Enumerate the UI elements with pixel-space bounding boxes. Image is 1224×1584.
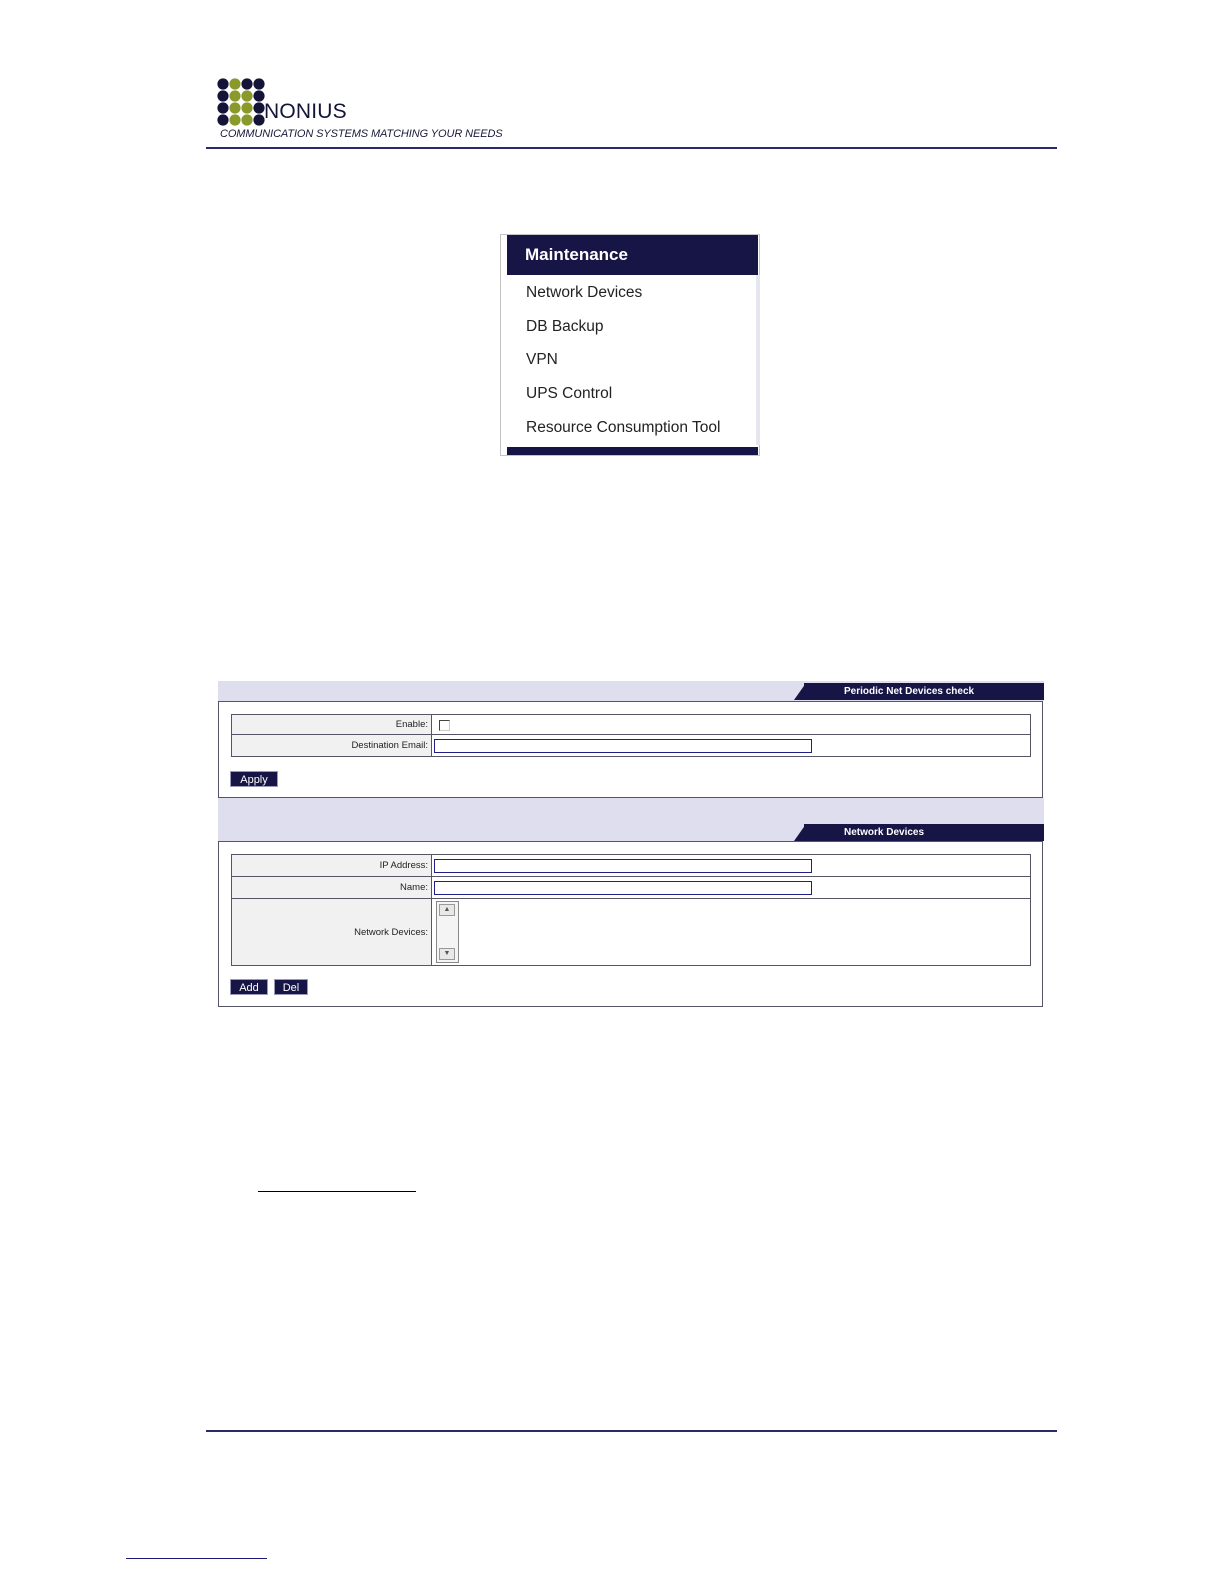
apply-button[interactable]: Apply <box>230 771 278 787</box>
scroll-up-icon[interactable]: ▲ <box>439 904 455 916</box>
ip-address-label: IP Address: <box>232 855 432 877</box>
logo-dot <box>217 78 228 89</box>
brand-tagline: COMMUNICATION SYSTEMS MATCHING YOUR NEEDS <box>220 128 503 140</box>
logo-dot <box>253 114 264 125</box>
periodic-form <box>231 714 1031 757</box>
logo-dot <box>229 114 240 125</box>
periodic-header-band <box>218 681 1044 701</box>
footnote-line <box>126 1558 267 1559</box>
periodic-tab-title: Periodic Net Devices check <box>844 686 975 697</box>
menu-item-ups-control[interactable]: UPS Control <box>526 385 613 402</box>
logo-dot <box>217 114 228 125</box>
header-rule <box>206 147 1057 149</box>
menu-side-shade <box>756 275 760 445</box>
logo-dot <box>253 78 264 89</box>
del-button[interactable]: Del <box>274 979 308 995</box>
enable-label: Enable: <box>232 715 432 735</box>
add-button[interactable]: Add <box>230 979 268 995</box>
menu-item-resource-consumption-tool[interactable]: Resource Consumption Tool <box>526 419 721 436</box>
nonius-logo-icon <box>217 78 265 126</box>
periodic-panel <box>218 701 1043 798</box>
menu-item-vpn[interactable]: VPN <box>526 351 558 368</box>
scroll-down-icon[interactable]: ▼ <box>439 948 455 960</box>
brand-name: NONIUS <box>264 100 347 123</box>
logo-dot <box>229 90 240 101</box>
logo-dot <box>253 102 264 113</box>
logo-dot <box>217 90 228 101</box>
logo-dot <box>253 90 264 101</box>
menu-item-network-devices[interactable]: Network Devices <box>526 284 643 301</box>
logo-dot <box>217 102 228 113</box>
logo-dot <box>229 78 240 89</box>
enable-checkbox[interactable] <box>439 720 450 731</box>
devices-form <box>231 854 1031 966</box>
destination-email-label: Destination Email: <box>232 735 432 757</box>
devices-tab <box>804 824 1044 841</box>
logo-dot <box>241 114 252 125</box>
underline-mark <box>258 1191 416 1192</box>
menu-item-db-backup[interactable]: DB Backup <box>526 318 604 335</box>
footer-rule <box>206 1430 1057 1432</box>
devices-tab-title: Network Devices <box>844 827 925 838</box>
periodic-tab <box>804 683 1044 700</box>
devices-header-band <box>218 798 1044 841</box>
devices-panel <box>218 841 1043 1007</box>
menu-footer-bar <box>507 447 758 455</box>
logo-dot <box>229 102 240 113</box>
network-devices-label: Network Devices: <box>232 899 432 966</box>
logo-dot <box>241 102 252 113</box>
network-devices-listbox[interactable] <box>436 901 459 963</box>
destination-email-field[interactable] <box>434 739 812 753</box>
menu-title: Maintenance <box>507 235 758 275</box>
maintenance-menu <box>500 234 760 456</box>
name-field[interactable] <box>434 881 812 895</box>
ip-address-field[interactable] <box>434 859 812 873</box>
logo-dot <box>241 78 252 89</box>
name-label: Name: <box>232 877 432 899</box>
logo-dot <box>241 90 252 101</box>
